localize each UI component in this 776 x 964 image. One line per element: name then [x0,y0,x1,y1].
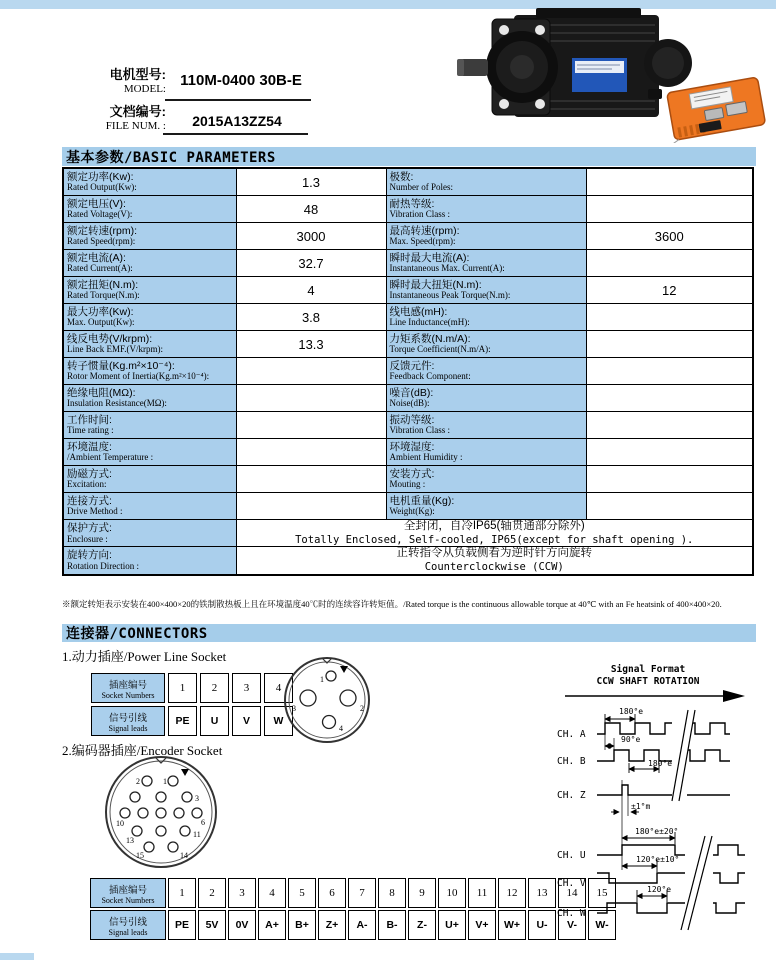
param-label-cell [63,520,236,547]
file-underline [163,117,308,135]
table-row [63,412,753,439]
param-label-cell [63,196,236,223]
param-value-cell [236,358,386,385]
param-label-en: Rotor Moment of Inertia(Kg.m²×10⁻⁴): [67,371,210,382]
param-label-en: Ambient Humidity : [389,452,463,463]
enclosure-value-cn: 全封闭，自冷IP65(轴贯通部分除外) [403,520,585,532]
param-label-cn: 旋转方向: [67,549,112,562]
key-arrow-icon [340,666,348,673]
bottom-band [0,953,34,960]
power-socket-diagram [278,656,376,744]
param-label-cn: 连接方式: [67,494,112,507]
param-label-en: Rated Output(Kw): [67,182,137,193]
pin-label: 6 [201,818,205,827]
pin-label: 13 [126,836,134,845]
pin-label: 1 [163,777,167,786]
row-header-en: Signal leads [108,723,148,733]
param-label-cell [386,168,586,196]
param-label-en: Vibration Class : [389,425,450,436]
param-label-en: Rotation Direction : [67,560,139,571]
pin-cell: 5V [198,910,226,940]
param-label-cell [63,277,236,304]
table-row [91,673,293,703]
table-row [63,277,753,304]
param-label-cn: 耐热等级: [389,197,435,210]
pin-cell: W [264,706,293,736]
param-label-cn: 瞬时最大电流(A): [389,251,470,264]
signal-format-diagram [535,658,776,948]
param-value-cell: 4 [236,277,386,304]
param-label-cell [386,385,586,412]
motor-image [457,8,692,117]
enclosure-value-en: Totally Enclosed, Self-cooled, IP65(except for shaft opening ). [295,533,694,546]
param-label-cn: 环境温度: [67,440,112,453]
param-label-en: Time rating : [67,425,114,436]
channel-label: CH. W [557,908,586,919]
param-label-cn: 环境湿度: [389,440,435,453]
pin-cell: U+ [438,910,466,940]
param-label-en: Line Back EMF.(V/krpm): [67,344,164,355]
pin-cell: 4 [264,673,293,703]
param-label-cell [386,358,586,385]
table-row [63,331,753,358]
param-label-cn: 振动等级: [389,413,435,426]
param-label-en: Insulation Resistance(MΩ): [67,398,167,409]
param-label-cell [63,223,236,250]
param-label-cn: 噪音(dB): [389,386,434,399]
rotation-value-cn: 正转指令从负载侧看为逆时针方向旋转 [396,547,592,560]
param-label-cell [386,331,586,358]
model-label-en: MODEL: [123,83,166,95]
param-label-cell [63,547,236,575]
param-label-cn: 保护方式: [67,521,112,534]
pin-label: 3 [195,794,199,803]
param-label-cn: 工作时间: [67,413,112,426]
pin-cell: A- [348,910,376,940]
param-label-cn: 瞬时最大扭矩(N.m): [389,278,482,291]
param-label-cell [386,466,586,493]
pin-cell: W+ [498,910,526,940]
annotation-b-period: 180°e [648,759,673,768]
param-value-cell [586,304,753,331]
param-value-cell: 32.7 [236,250,386,277]
direction-arrow-icon [565,690,745,702]
param-label-cell [386,277,586,304]
pin-cell: 6 [318,878,346,908]
param-label-cn: 最大功率(Kw): [67,305,134,318]
row-header-cn: 插座编号 [108,884,147,896]
param-label-cell [386,412,586,439]
param-label-en: Instantaneous Max. Current(A): [389,263,505,274]
table-row [63,223,753,250]
param-label-cn: 额定电流(A): [67,251,126,264]
channel-label: CH. Z [557,790,586,801]
param-value-cell: 12 [586,277,753,304]
break-mark-icon [681,836,705,930]
break-mark-icon [688,836,712,930]
param-label-cell [386,493,586,520]
pin-cell: 2 [200,673,229,703]
annotation-z-width: ±1°m [631,802,651,811]
param-label-cn: 安装方式: [389,467,435,480]
model-value: 110M-0400 30B-E [180,72,302,89]
row-header-en: Socket Numbers [101,690,155,700]
table-row [63,168,753,196]
param-value-cell [586,385,753,412]
pin-cell: Z+ [318,910,346,940]
pin-cell: A+ [258,910,286,940]
pin-cell: V- [558,910,586,940]
pin-label: 3 [292,704,296,713]
file-number-label [82,101,166,132]
basic-parameters-rows [63,168,753,520]
param-label-cell [63,331,236,358]
param-value-cell [236,466,386,493]
table-row [63,520,753,547]
pin-cell: V+ [468,910,496,940]
param-label-en: Rated Voltage(V): [67,209,133,220]
table-row [91,706,293,736]
param-value-cell: 48 [236,196,386,223]
param-label-cn: 最高转速(rpm): [389,224,460,237]
rotation-value-cell [236,547,753,575]
pin-cell: 3 [232,673,261,703]
table-row [63,547,753,575]
pin-cell: PE [168,706,197,736]
connectors-section-header: 连接器/CONNECTORS [62,624,756,642]
annotation-ab-phase: 90°e [621,735,641,744]
param-label-en: Line Inductance(mH): [389,317,470,328]
param-label-en: Rated Current(A): [67,263,133,274]
param-label-en: Enclosure : [67,533,108,544]
driver-image [654,77,767,143]
param-label-en: Feedback Component: [389,371,471,382]
channel-label: CH. B [557,756,586,767]
pin-cell: PE [168,910,196,940]
param-label-cn: 线电感(mH): [389,305,448,318]
file-number-value: 2015A13ZZ54 [192,113,282,129]
param-label-cn: 力矩系数(N.m/A): [389,332,471,345]
pin-label: 2 [136,777,140,786]
pin-label: 15 [136,851,144,860]
row-header-cn: 信号引线 [108,916,147,928]
param-label-cell [63,358,236,385]
annotation-vw-phase: 120°e [647,885,672,894]
param-value-cell [586,493,753,520]
param-value-cell [586,196,753,223]
pin-label: 4 [339,724,343,733]
power-socket-table [88,670,296,739]
param-label-cn: 额定电压(V): [67,197,126,210]
row-header-en: Signal leads [108,927,148,937]
param-label-en: Excitation: [67,479,107,490]
table-row [63,439,753,466]
enclosure-value-cell [236,520,753,547]
param-label-cell [63,439,236,466]
model-label-cn: 电机型号: [109,67,166,82]
param-label-cn: 反馈元件: [389,359,435,372]
param-label-en: Drive Method : [67,506,123,517]
file-label-en: FILE NUM. : [105,120,166,132]
row-header-cell [91,673,165,703]
param-label-cell [386,304,586,331]
pin-cell: Z- [408,910,436,940]
key-arrow-icon [181,769,189,776]
param-label-en: Noise(dB): [389,398,430,409]
rotation-value-en: Counterclockwise (CCW) [424,561,564,574]
basic-parameters-footer-rows [63,520,753,575]
row-header-cn: 插座编号 [108,679,147,691]
annotation-a-period: 180°e [619,707,644,716]
pin-cell: B- [378,910,406,940]
param-value-cell [236,439,386,466]
table-row [63,358,753,385]
param-label-cell [386,250,586,277]
rotation-direction-title: CCW SHAFT ROTATION [596,676,700,687]
table-row [63,385,753,412]
table-row [63,466,753,493]
model-underline [165,82,311,101]
param-value-cell [586,250,753,277]
param-label-cell [386,196,586,223]
param-label-cn: 极数: [389,170,414,183]
pin-cell: V [232,706,261,736]
pin-cell: 8 [378,878,406,908]
param-value-cell [586,168,753,196]
param-value-cell: 3.8 [236,304,386,331]
row-header-cn: 信号引线 [108,712,147,724]
channel-label: CH. U [557,850,586,861]
pin-label: 10 [116,819,124,828]
param-label-cell [386,439,586,466]
param-label-cn: 绝缘电阻(MΩ): [67,386,136,399]
pin-cell: 13 [528,878,556,908]
param-label-cell [386,223,586,250]
param-label-cn: 额定转速(rpm): [67,224,137,237]
pin-cell: 3 [228,878,256,908]
pin-cell: W- [588,910,616,940]
channel-label: CH. A [557,729,586,740]
param-label-en: Rated Torque(N.m): [67,290,140,301]
param-label-cell [63,385,236,412]
basic-parameters-table [62,167,754,576]
param-label-cell [63,493,236,520]
table-row [63,196,753,223]
encoder-socket-diagram [105,753,217,871]
pin-cell: 5 [288,878,316,908]
pin-cell: 2 [198,878,226,908]
param-value-cell [586,358,753,385]
param-label-cn: 额定扭矩(N.m): [67,278,139,291]
pin-cell: 14 [558,878,586,908]
power-socket-title: 1.动力插座/Power Line Socket [62,649,227,664]
pin-cell: 7 [348,878,376,908]
param-value-cell: 1.3 [236,168,386,196]
product-photo [452,3,767,143]
param-label-cn: 转子惯量(Kg.m²×10⁻⁴): [67,359,175,372]
param-label-cell [63,250,236,277]
pin-cell: 10 [438,878,466,908]
param-label-en: Rated Speed(rpm): [67,236,136,247]
footnote: ※额定转矩表示安装在400×400×20的铁制散热板上且在环境温度40℃时的连续容许转矩值。/Rated torque is the continuous allowable torque at 40℃ with an Fe heatsink of 400×400×20. [62,599,722,609]
pin-cell: 12 [498,878,526,908]
param-value-cell [236,412,386,439]
pin-cell: 1 [168,878,196,908]
pin-cell: B+ [288,910,316,940]
param-label-en: Number of Poles: [389,182,453,193]
channel-label: CH. V [557,878,586,889]
param-label-en: Instantaneous Peak Torque(N.m): [389,290,511,301]
table-row [63,304,753,331]
param-label-en: Weight(Kg): [389,506,435,517]
param-label-en: Mouting : [389,479,426,490]
file-label-cn: 文档编号: [109,104,166,119]
pin-label: 1 [320,675,324,684]
annotation-u-width: 180°e±20° [635,827,679,836]
signal-format-title: Signal Format [610,664,686,675]
param-label-cell [63,168,236,196]
basic-parameters-section-header: 基本参数/BASIC PARAMETERS [62,147,756,166]
param-label-cell [63,412,236,439]
pin-cell: 4 [258,878,286,908]
param-value-cell [236,385,386,412]
param-value-cell [586,331,753,358]
param-value-cell [586,439,753,466]
param-label-en: Max. Speed(rpm): [389,236,456,247]
pin-cell: 1 [168,673,197,703]
pin-cell: U- [528,910,556,940]
param-label-cell [63,304,236,331]
pin-cell: 11 [468,878,496,908]
param-label-cn: 额定功率(Kw): [67,170,134,183]
param-label-cn: 电机重量(Kg): [389,494,455,507]
param-value-cell [586,412,753,439]
row-header-cell [90,910,166,940]
pin-cell: 0V [228,910,256,940]
param-value-cell [586,466,753,493]
pin-label: 11 [193,830,201,839]
encoder-socket-title: 2.编码器插座/Encoder Socket [62,743,223,758]
model-label [86,64,166,95]
param-label-en: Vibration Class : [389,209,450,220]
pin-label: 14 [180,851,188,860]
param-value-cell: 13.3 [236,331,386,358]
param-label-en: Max. Output(Kw): [67,317,135,328]
param-label-en: /Ambient Temperature : [67,452,154,463]
param-label-cn: 线反电势(V/krpm): [67,332,153,345]
param-label-cn: 励磁方式: [67,467,112,480]
param-label-en: Torque Coefficient(N.m/A): [389,344,491,355]
row-header-cell [91,706,165,736]
param-value-cell: 3000 [236,223,386,250]
pin-label: 2 [360,704,364,713]
table-row [63,250,753,277]
row-header-cell [90,878,166,908]
pin-cell: U [200,706,229,736]
annotation-uv-phase: 120°e±10° [636,855,680,864]
pin-cell: 9 [408,878,436,908]
param-value-cell [236,493,386,520]
table-row [63,493,753,520]
row-header-en: Socket Numbers [101,895,155,905]
pin-cell: 15 [588,878,616,908]
param-value-cell: 3600 [586,223,753,250]
param-label-cell [63,466,236,493]
